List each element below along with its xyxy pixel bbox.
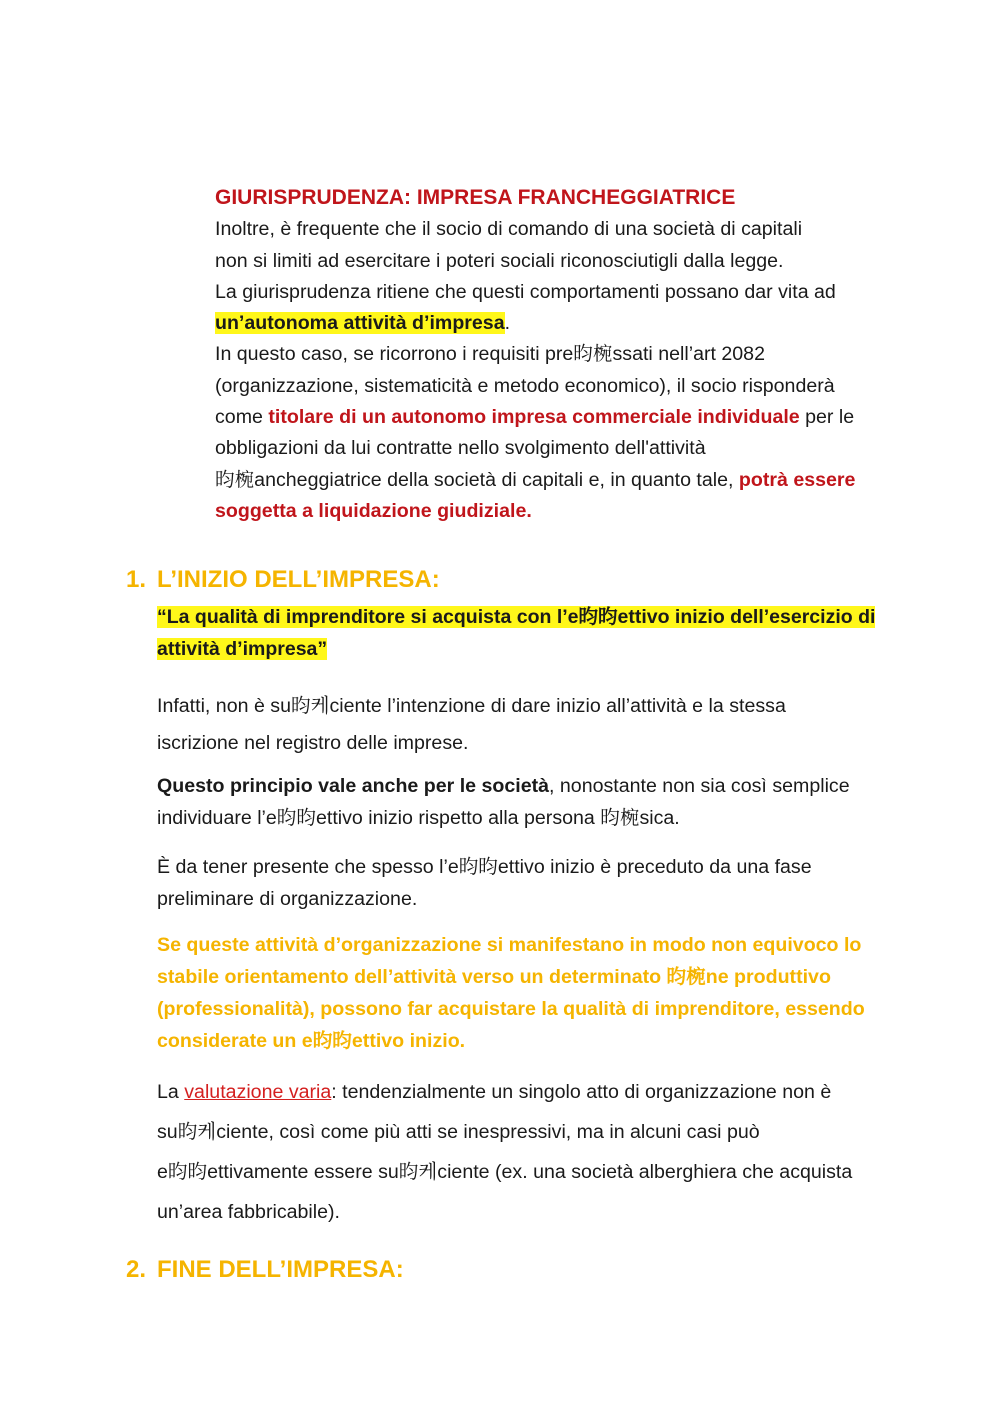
text-line: La giurisprudenza ritiene che questi comportamenti possano dar vita ad — [215, 280, 836, 303]
text-line: iscrizione nel registro delle imprese. — [157, 732, 469, 754]
valutazione-link[interactable]: valutazione varia — [184, 1081, 332, 1103]
section-heading-fine — [126, 1256, 404, 1284]
highlighted-quote: “La qualità di imprenditore si acquista con l’e昀昀ettivo inizio dell’esercizio di attività d’impresa” — [157, 606, 876, 660]
text-line: obbligazioni da lui contratte nello svolgimento dell'attività — [215, 437, 706, 460]
text-line: stabile orientamento dell’attività verso un determinato 昀椀ne produttivo — [157, 966, 831, 988]
section-number: 1. — [126, 566, 147, 593]
text-line: un’autonoma attività d’impresa. — [215, 312, 511, 335]
section-number: 2. — [126, 1256, 147, 1283]
paragraph — [157, 688, 917, 762]
paragraph — [157, 770, 917, 834]
highlighted-text: un’autonoma attività d’impresa — [215, 312, 505, 335]
text-line: È da tener presente che spesso l’e昀昀ettivo inizio è preceduto da una fase — [157, 856, 812, 878]
section-title: L’INIZIO DELL’IMPRESA: — [157, 566, 440, 593]
emphasis-paragraph — [157, 929, 917, 1057]
emphasis-text: potrà essere — [738, 468, 856, 491]
text-line: come titolare di un autonomo impresa commerciale individuale per le — [215, 406, 855, 429]
text-line: Infatti, non è su昀케ciente l’intenzione di dare inizio all’attività e la stessa — [157, 695, 786, 717]
text-line: (organizzazione, sistematicità e metodo economico), il socio risponderà — [215, 374, 835, 397]
section-heading-inizio — [126, 566, 440, 594]
text-line: 昀椀ancheggiatrice della società di capitali e, in quanto tale, potrà essere — [215, 468, 856, 491]
text-line: considerate un e昀昀ettivo inizio. — [157, 1030, 466, 1052]
text-line: un’area fabbricabile). — [157, 1201, 340, 1223]
emphasis-text: titolare di un autonomo impresa commerciale individuale — [268, 406, 800, 429]
text-line: Se queste attività d’organizzazione si manifestano in modo non equivoco lo — [157, 934, 862, 956]
section-title: FINE DELL’IMPRESA: — [157, 1256, 404, 1283]
text-line: In questo caso, se ricorrono i requisiti pre昀椀ssati nell’art 2082 — [215, 343, 765, 366]
text-line: su昀케ciente, così come più atti se inespressivi, ma in alcuni casi può — [157, 1121, 760, 1143]
jurisprudence-section — [215, 182, 915, 527]
paragraph — [157, 851, 917, 915]
text-line: individuare l’e昀昀ettivo inizio rispetto alla persona 昀椀sica. — [157, 807, 680, 829]
bold-text: Questo principio vale anche per le società — [157, 775, 550, 797]
text-line: La valutazione varia: tendenzialmente un singolo atto di organizzazione non è — [157, 1081, 832, 1103]
text-line: Inoltre, è frequente che il socio di comando di una società di capitali — [215, 218, 803, 241]
text-line: (professionalità), possono far acquistare la qualità di imprenditore, essendo — [157, 998, 865, 1020]
text-line: e昀昀ettivamente essere su昀케ciente (ex. una società alberghiera che acquista — [157, 1161, 853, 1183]
text-line: preliminare di organizzazione. — [157, 888, 418, 910]
paragraph — [157, 1072, 917, 1232]
text-line: non si limiti ad esercitare i poteri sociali riconosciutigli dalla legge. — [215, 249, 784, 272]
text-line: Questo principio vale anche per le società, nonostante non sia così semplice — [157, 775, 850, 797]
emphasis-text: soggetta a liquidazione giudiziale. — [215, 499, 532, 522]
section-heading: GIURISPRUDENZA: IMPRESA FRANCHEGGIATRICE — [215, 186, 736, 209]
